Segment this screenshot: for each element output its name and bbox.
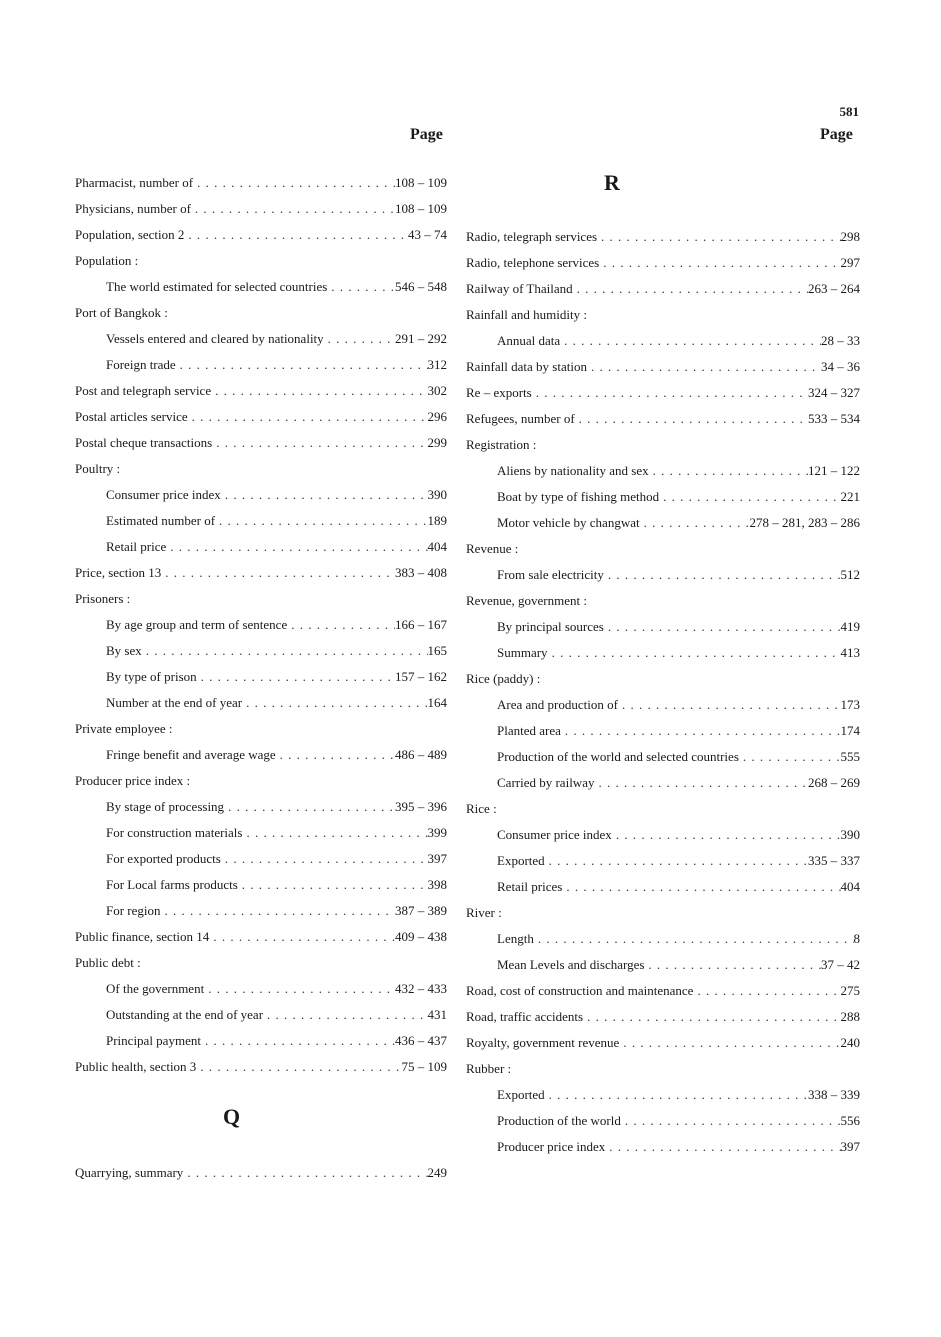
entry-label: By type of prison	[106, 669, 197, 684]
dot-leader	[583, 1008, 840, 1026]
entry-pages: 397	[427, 851, 447, 866]
dot-leader	[224, 798, 395, 816]
entry-label: Postal articles service	[75, 409, 188, 424]
entry-pages: 240	[840, 1035, 860, 1050]
entry-pages: 383 – 408	[395, 565, 447, 580]
entry-pages: 404	[427, 539, 447, 554]
entry-pages: 173	[840, 697, 860, 712]
entry-label: For region	[106, 903, 161, 918]
entry-pages: 43 – 74	[408, 227, 447, 242]
entry-pages: 413	[840, 645, 860, 660]
left-page-column-header: Page	[410, 126, 443, 143]
entry-label: For construction materials	[106, 825, 243, 840]
entry-pages: 555	[840, 749, 860, 764]
index-entry	[75, 434, 447, 460]
entry-label: Rice :	[466, 801, 497, 816]
dot-leader	[211, 382, 427, 400]
index-entry	[466, 1034, 860, 1060]
section-letter-q: Q	[223, 1104, 241, 1129]
dot-leader	[242, 694, 427, 712]
index-entry	[466, 1086, 860, 1112]
entry-pages: 164	[427, 695, 447, 710]
entry-label: Principal payment	[106, 1033, 201, 1048]
entry-label: Summary	[497, 645, 548, 660]
index-entry	[75, 668, 447, 694]
index-entry	[75, 278, 447, 304]
entry-label: Port of Bangkok :	[75, 305, 168, 320]
dot-leader	[644, 956, 821, 974]
index-entry	[75, 980, 447, 1006]
entry-label: Revenue, government :	[466, 593, 587, 608]
index-entry	[466, 1138, 860, 1164]
entry-label: For Local farms products	[106, 877, 238, 892]
entry-pages: 338 – 339	[808, 1087, 860, 1102]
entry-pages: 299	[427, 435, 447, 450]
entry-pages: 28 – 33	[821, 333, 860, 348]
dot-leader	[604, 566, 841, 584]
dot-leader	[221, 850, 428, 868]
entry-pages: 324 – 327	[808, 385, 860, 400]
index-entry	[466, 852, 860, 878]
index-entry	[466, 722, 860, 748]
entry-label: Registration :	[466, 437, 537, 452]
entry-label: Radio, telegraph services	[466, 229, 598, 244]
entry-label: Aliens by nationality and sex	[497, 463, 649, 478]
index-heading	[75, 590, 447, 616]
index-heading	[466, 670, 860, 696]
entry-pages: 432 – 433	[395, 981, 447, 996]
entry-pages: 121 – 122	[808, 463, 860, 478]
entry-label: Boat by type of fishing method	[497, 489, 660, 504]
dot-leader	[204, 980, 395, 998]
entry-pages: 37 – 42	[821, 957, 860, 972]
dot-leader	[534, 930, 854, 948]
index-entry	[466, 956, 860, 982]
dot-leader	[621, 1112, 841, 1130]
index-heading	[75, 720, 447, 746]
entry-label: Production of the world and selected countries	[497, 749, 739, 764]
index-heading	[466, 306, 860, 332]
entry-pages: 298	[840, 229, 860, 244]
entry-pages: 335 – 337	[808, 853, 860, 868]
dot-leader	[605, 1138, 840, 1156]
entry-pages: 157 – 162	[395, 669, 447, 684]
entry-pages: 397	[840, 1139, 860, 1154]
dot-leader	[196, 1058, 401, 1076]
entry-label: Planted area	[497, 723, 561, 738]
entry-label: Rubber :	[466, 1061, 512, 1076]
entry-pages: 108 – 109	[395, 175, 447, 190]
index-entry	[466, 826, 860, 852]
entry-pages: 312	[427, 357, 447, 372]
index-heading	[75, 460, 447, 486]
dot-leader	[176, 356, 428, 374]
entry-label: For exported products	[106, 851, 221, 866]
entry-label: Public finance, section 14	[75, 929, 210, 944]
index-entry	[75, 1058, 447, 1084]
entry-pages: 395 – 396	[395, 799, 447, 814]
entry-pages: 390	[427, 487, 447, 502]
entry-pages: 288	[840, 1009, 860, 1024]
entry-label: Poultry :	[75, 461, 121, 476]
dot-leader	[739, 748, 841, 766]
entry-pages: 533 – 534	[808, 411, 860, 426]
index-entry	[75, 382, 447, 408]
entry-label: Consumer price index	[106, 487, 221, 502]
entry-label: Road, cost of construction and maintenance	[466, 983, 694, 998]
dot-leader	[221, 486, 428, 504]
index-entry	[75, 824, 447, 850]
index-entry	[466, 930, 860, 956]
index-entry	[466, 280, 860, 306]
index-heading	[466, 436, 860, 462]
dot-leader	[597, 228, 840, 246]
entry-label: Refugees, number of	[466, 411, 575, 426]
entry-pages: 512	[840, 567, 860, 582]
entry-pages: 8	[853, 931, 860, 946]
entry-pages: 296	[427, 409, 447, 424]
entry-pages: 275	[840, 983, 860, 998]
index-entry	[75, 1032, 447, 1058]
dot-leader	[276, 746, 395, 764]
entry-label: Population, section 2	[75, 227, 185, 242]
right-page-column-header: Page	[820, 126, 853, 143]
dot-leader	[324, 330, 395, 348]
dot-leader	[548, 644, 841, 662]
index-entry	[466, 1008, 860, 1034]
index-entry	[75, 356, 447, 382]
entry-label: The world estimated for selected countries	[106, 279, 328, 294]
entry-label: Price, section 13	[75, 565, 162, 580]
entry-label: By stage of processing	[106, 799, 225, 814]
entry-label: Fringe benefit and average wage	[106, 747, 276, 762]
entry-pages: 404	[840, 879, 860, 894]
index-entry	[75, 564, 447, 590]
index-entry	[75, 876, 447, 902]
dot-leader	[693, 982, 840, 1000]
entry-pages: 291 – 292	[395, 331, 447, 346]
index-heading	[75, 252, 447, 278]
index-entry	[75, 1164, 447, 1190]
dot-leader	[142, 642, 428, 660]
index-entry	[75, 642, 447, 668]
entry-label: Area and production of	[497, 697, 618, 712]
dot-leader	[212, 434, 427, 452]
entry-pages: 221	[840, 489, 860, 504]
entry-label: Pharmacist, number of	[75, 175, 194, 190]
dot-leader	[188, 408, 428, 426]
index-entry	[75, 330, 447, 356]
index-entry	[75, 902, 447, 928]
entry-pages: 297	[840, 255, 860, 270]
dot-leader	[327, 278, 395, 296]
dot-leader	[560, 332, 821, 350]
entry-pages: 399	[427, 825, 447, 840]
entry-label: River :	[466, 905, 502, 920]
entry-pages: 419	[840, 619, 860, 634]
entry-label: Mean Levels and discharges	[497, 957, 645, 972]
dot-leader	[612, 826, 841, 844]
entry-pages: 556	[840, 1113, 860, 1128]
index-heading	[466, 800, 860, 826]
entry-label: Motor vehicle by changwat	[497, 515, 640, 530]
left-entry-list	[75, 174, 447, 1084]
index-heading	[466, 592, 860, 618]
q-entry-list	[75, 1164, 447, 1190]
index-entry	[466, 748, 860, 774]
entry-label: Radio, telephone services	[466, 255, 600, 270]
index-entry	[75, 538, 447, 564]
entry-pages: 249	[427, 1165, 447, 1180]
dot-leader	[209, 928, 395, 946]
dot-leader	[573, 280, 808, 298]
dot-leader	[604, 618, 841, 636]
dot-leader	[161, 902, 395, 920]
entry-label: Rainfall and humidity :	[466, 307, 587, 322]
entry-label: Foreign trade	[106, 357, 176, 372]
dot-leader	[191, 200, 395, 218]
index-entry	[466, 774, 860, 800]
index-entry	[466, 462, 860, 488]
dot-leader	[238, 876, 428, 894]
index-entry	[466, 384, 860, 410]
entry-pages: 302	[427, 383, 447, 398]
dot-leader	[183, 1164, 427, 1182]
index-heading	[466, 904, 860, 930]
entry-label: Retail price	[106, 539, 167, 554]
entry-label: Postal cheque transactions	[75, 435, 213, 450]
dot-leader	[599, 254, 840, 272]
entry-label: Exported	[497, 853, 545, 868]
index-entry	[75, 850, 447, 876]
entry-label: By age group and term of sentence	[106, 617, 288, 632]
entry-label: By sex	[106, 643, 142, 658]
entry-label: Length	[497, 931, 534, 946]
index-entry	[466, 1112, 860, 1138]
entry-label: Number at the end of year	[106, 695, 243, 710]
entry-pages: 75 – 109	[401, 1059, 447, 1074]
index-entry	[75, 928, 447, 954]
dot-leader	[545, 1086, 808, 1104]
dot-leader	[618, 696, 841, 714]
dot-leader	[545, 852, 808, 870]
dot-leader	[201, 1032, 395, 1050]
entry-label: Consumer price index	[497, 827, 612, 842]
entry-label: Of the government	[106, 981, 205, 996]
index-entry	[75, 174, 447, 200]
dot-leader	[161, 564, 395, 582]
entry-pages: 546 – 548	[395, 279, 447, 294]
entry-label: By principal sources	[497, 619, 604, 634]
entry-label: Estimated number of	[106, 513, 216, 528]
index-entry	[75, 616, 447, 642]
index-entry	[75, 1006, 447, 1032]
dot-leader	[532, 384, 808, 402]
entry-pages: 278 – 281, 283 – 286	[749, 515, 860, 530]
dot-leader	[287, 616, 395, 634]
entry-label: Public debt :	[75, 955, 141, 970]
entry-label: Outstanding at the end of year	[106, 1007, 264, 1022]
dot-leader	[263, 1006, 427, 1024]
entry-pages: 409 – 438	[395, 929, 447, 944]
dot-leader	[619, 1034, 840, 1052]
dot-leader	[215, 512, 427, 530]
entry-label: Producer price index :	[75, 773, 191, 788]
entry-pages: 189	[427, 513, 447, 528]
dot-leader	[197, 668, 395, 686]
entry-pages: 431	[427, 1007, 447, 1022]
index-heading	[75, 304, 447, 330]
entry-pages: 165	[427, 643, 447, 658]
entry-label: Exported	[497, 1087, 545, 1102]
entry-label: Private employee :	[75, 721, 173, 736]
section-letter-r: R	[604, 170, 620, 195]
index-entry	[466, 514, 860, 540]
dot-leader	[649, 462, 808, 480]
entry-label: Public health, section 3	[75, 1059, 197, 1074]
index-entry	[466, 982, 860, 1008]
entry-pages: 166 – 167	[395, 617, 447, 632]
entry-pages: 436 – 437	[395, 1033, 447, 1048]
dot-leader	[562, 878, 840, 896]
dot-leader	[659, 488, 840, 506]
entry-label: Rainfall data by station	[466, 359, 587, 374]
index-entry	[75, 408, 447, 434]
entry-label: Post and telegraph service	[75, 383, 212, 398]
index-entry	[466, 332, 860, 358]
index-heading	[75, 954, 447, 980]
right-entry-list	[466, 228, 860, 1164]
entry-pages: 486 – 489	[395, 747, 447, 762]
index-entry	[466, 696, 860, 722]
entry-label: Production of the world	[497, 1113, 621, 1128]
index-entry	[466, 644, 860, 670]
index-entry	[75, 226, 447, 252]
index-heading	[75, 772, 447, 798]
index-entry	[466, 358, 860, 384]
entry-pages: 268 – 269	[808, 775, 860, 790]
dot-leader	[242, 824, 427, 842]
index-entry	[466, 488, 860, 514]
dot-leader	[184, 226, 408, 244]
entry-label: Population :	[75, 253, 139, 268]
index-entry	[75, 798, 447, 824]
entry-pages: 34 – 36	[821, 359, 860, 374]
index-entry	[75, 200, 447, 226]
page-number: 581	[839, 104, 859, 119]
index-heading	[466, 540, 860, 566]
entry-label: Prisoners :	[75, 591, 131, 606]
entry-label: Retail prices	[497, 879, 563, 894]
dot-leader	[561, 722, 841, 740]
entry-label: Quarrying, summary	[75, 1165, 184, 1180]
entry-label: Vessels entered and cleared by nationality	[106, 331, 324, 346]
entry-label: Annual data	[497, 333, 561, 348]
entry-label: Railway of Thailand	[466, 281, 573, 296]
entry-pages: 390	[840, 827, 860, 842]
entry-pages: 263 – 264	[808, 281, 860, 296]
index-entry	[466, 410, 860, 436]
entry-label: Producer price index	[497, 1139, 606, 1154]
entry-label: Revenue :	[466, 541, 519, 556]
dot-leader	[575, 410, 808, 428]
index-entry	[75, 512, 447, 538]
index-entry	[75, 694, 447, 720]
entry-label: Carried by railway	[497, 775, 595, 790]
entry-pages: 387 – 389	[395, 903, 447, 918]
index-entry	[466, 618, 860, 644]
index-heading	[466, 1060, 860, 1086]
entry-label: Physicians, number of	[75, 201, 191, 216]
entry-label: Royalty, government revenue	[466, 1035, 620, 1050]
entry-label: Re – exports	[466, 385, 532, 400]
entry-label: Road, traffic accidents	[466, 1009, 584, 1024]
dot-leader	[193, 174, 395, 192]
entry-pages: 174	[840, 723, 860, 738]
dot-leader	[594, 774, 808, 792]
index-entry	[75, 486, 447, 512]
dot-leader	[587, 358, 821, 376]
index-entry	[466, 878, 860, 904]
index-entry	[466, 254, 860, 280]
entry-pages: 398	[427, 877, 447, 892]
index-entry	[466, 566, 860, 592]
dot-leader	[166, 538, 427, 556]
entry-pages: 108 – 109	[395, 201, 447, 216]
index-entry	[75, 746, 447, 772]
entry-label: From sale electricity	[497, 567, 604, 582]
entry-label: Rice (paddy) :	[466, 671, 541, 686]
index-entry	[466, 228, 860, 254]
dot-leader	[640, 514, 750, 532]
